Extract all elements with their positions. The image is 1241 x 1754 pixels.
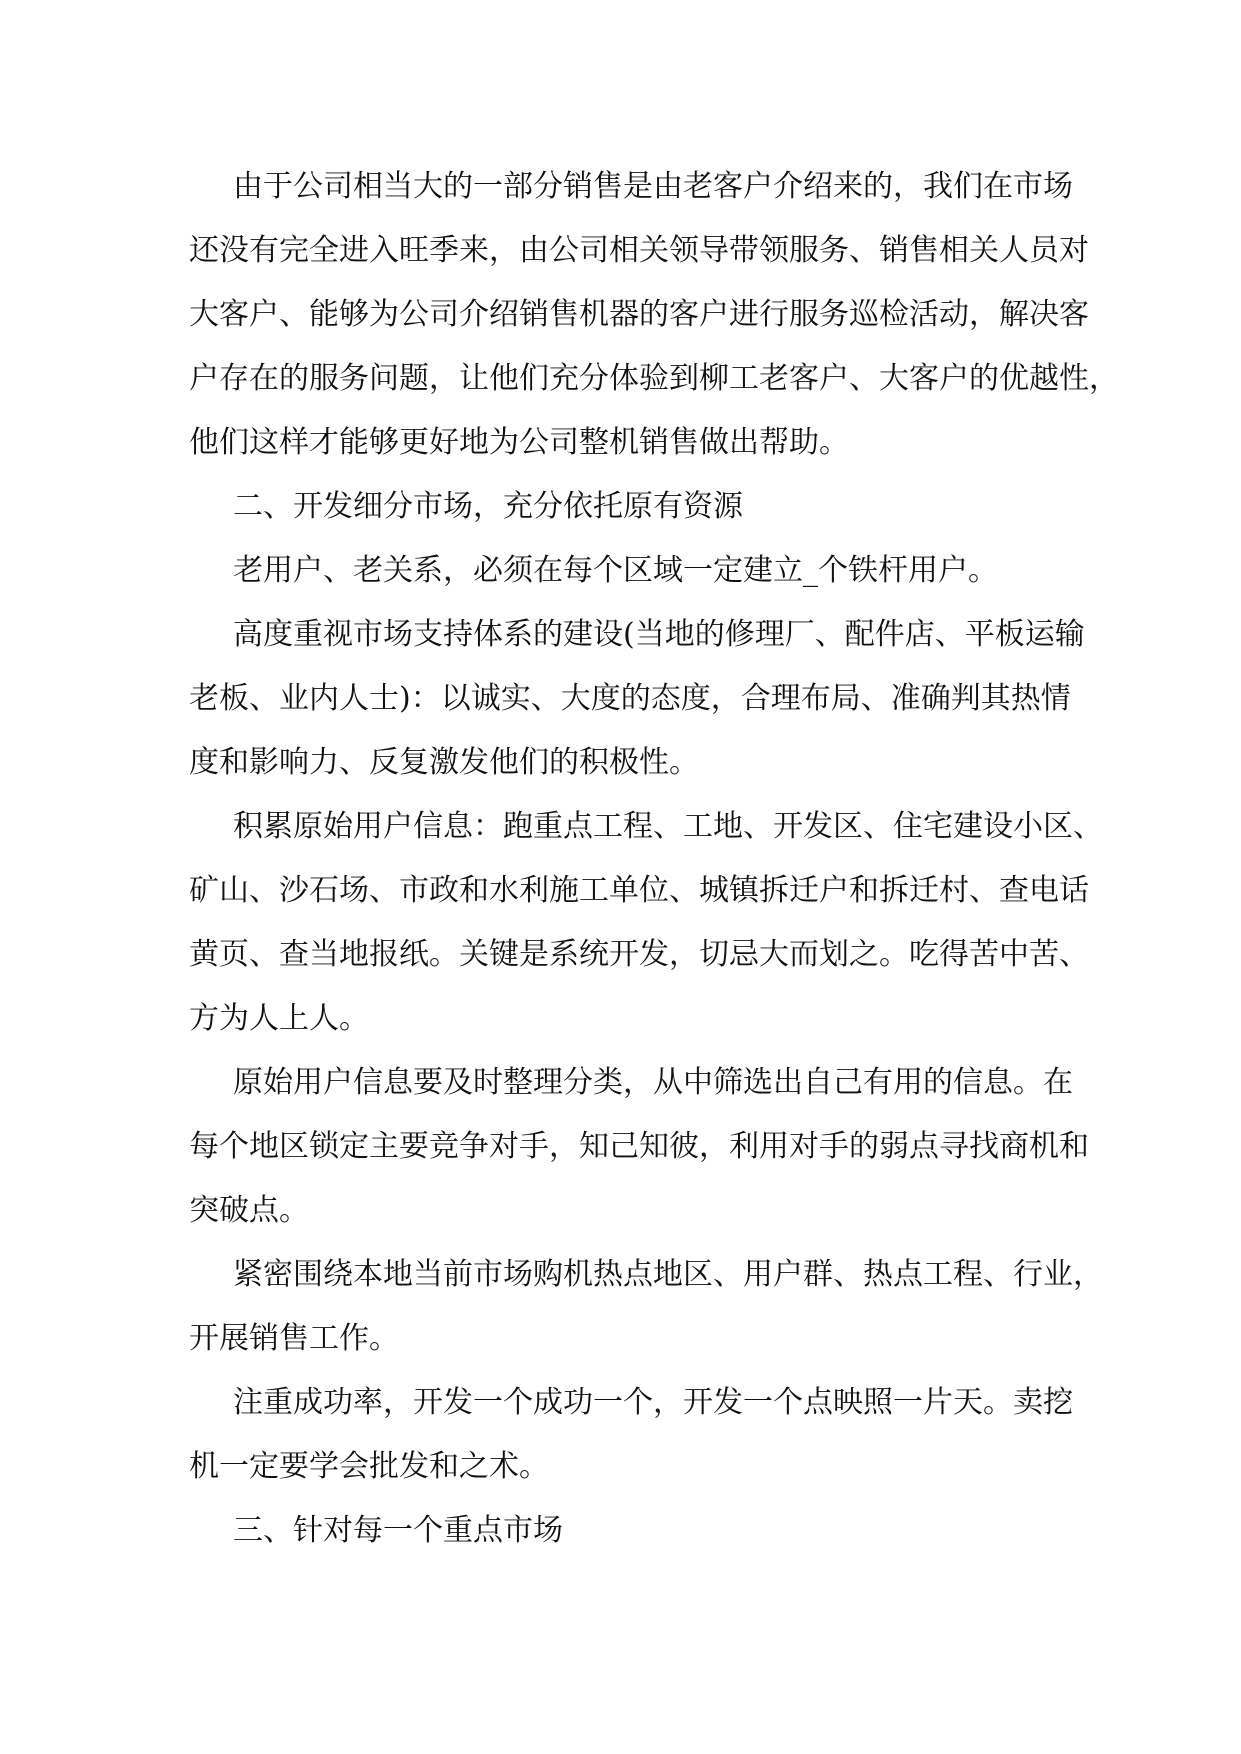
text-line: 户存在的服务问题，让他们充分体验到柳工老客户、大客户的优越性， (189, 361, 1119, 396)
text-line: 度和影响力、反复激发他们的积极性。 (189, 745, 699, 780)
text-line: 大客户、能够为公司介绍销售机器的客户进行服务巡检活动，解决客 (189, 297, 1089, 332)
text-line: 注重成功率，开发一个成功一个，开发一个点映照一片天。卖挖 (233, 1385, 1073, 1420)
heading-text: 二、开发细分市场，充分依托原有资源 (233, 489, 743, 524)
text-line: 老用户、老关系，必须在每个区域一定建立_个铁杆用户。 (233, 553, 998, 588)
paragraph (189, 539, 1049, 603)
text-line: 高度重视市场支持体系的建设(当地的修理厂、配件店、平板运输 (233, 617, 1085, 652)
document-body (189, 155, 1119, 1563)
text-line: 每个地区锁定主要竞争对手，知己知彼，利用对手的弱点寻找商机和 (189, 1129, 1089, 1164)
text-line: 由于公司相当大的一部分销售是由老客户介绍来的，我们在市场 (233, 169, 1073, 204)
text-line: 原始用户信息要及时整理分类，从中筛选出自己有用的信息。在 (233, 1065, 1073, 1100)
text-line: 黄页、查当地报纸。关键是系统开发，切忌大而划之。吃得苦中苦、 (189, 937, 1089, 972)
paragraph (189, 1051, 1089, 1243)
text-line: 方为人上人。 (189, 1001, 369, 1036)
heading-text: 三、针对每一个重点市场 (233, 1513, 563, 1548)
text-line: 他们这样才能够更好地为公司整机销售做出帮助。 (189, 425, 849, 460)
paragraph (189, 1243, 1103, 1371)
paragraph (189, 1371, 1073, 1499)
section-heading (189, 1499, 1049, 1563)
text-line: 开展销售工作。 (189, 1321, 399, 1356)
text-line: 突破点。 (189, 1193, 309, 1228)
text-line: 矿山、沙石场、市政和水利施工单位、城镇拆迁户和拆迁村、查电话 (189, 873, 1089, 908)
paragraph (189, 155, 1119, 475)
text-line: 老板、业内人士)：以诚实、大度的态度，合理布局、准确判其热情 (189, 681, 1071, 716)
text-line: 积累原始用户信息：跑重点工程、工地、开发区、住宅建设小区、 (233, 809, 1103, 844)
text-line: 还没有完全进入旺季来，由公司相关领导带领服务、销售相关人员对 (189, 233, 1089, 268)
paragraph (189, 603, 1085, 795)
paragraph (189, 795, 1103, 1051)
text-line: 机一定要学会批发和之术。 (189, 1449, 549, 1484)
section-heading (189, 475, 1049, 539)
text-line: 紧密围绕本地当前市场购机热点地区、用户群、热点工程、行业， (233, 1257, 1103, 1292)
